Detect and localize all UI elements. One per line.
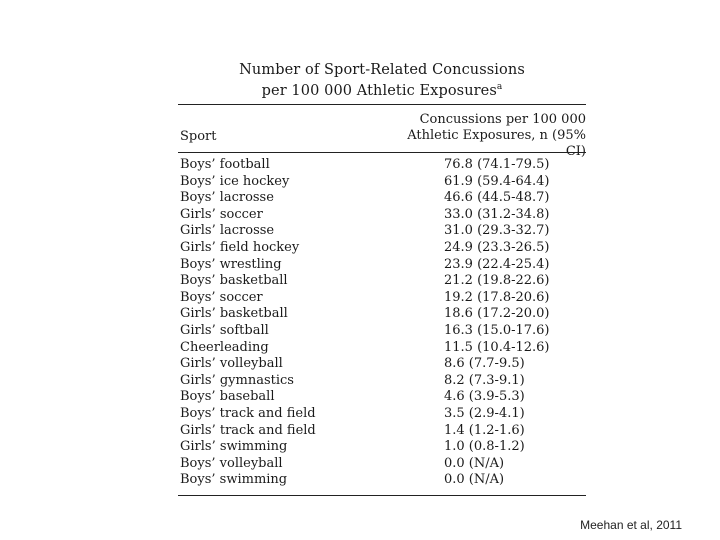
concussion-rate: 21.2 (19.8-22.6): [444, 273, 550, 289]
sport-name: Boys’ baseball: [180, 389, 275, 405]
table-row: [180, 240, 586, 257]
concussion-rate: 0.0 (N/A): [444, 455, 505, 471]
citation: Meehan et al, 2011: [580, 518, 682, 532]
table-title: [178, 62, 586, 100]
sport-name: Girls’ track and field: [180, 422, 316, 438]
column-header-sport: Sport: [180, 129, 217, 144]
table-row: [180, 456, 586, 473]
sport-name: Girls’ lacrosse: [180, 223, 275, 239]
concussion-rate: 3.5 (2.9-4.1): [444, 405, 525, 421]
table-title-line1: Number of Sport-Related Concussions: [239, 62, 525, 78]
table-row: [180, 373, 586, 390]
concussion-rate: 18.6 (17.2-20.0): [444, 306, 550, 322]
concussion-rate: 11.5 (10.4-12.6): [444, 339, 550, 355]
sport-name: Girls’ softball: [180, 322, 269, 338]
concussion-rate: 4.6 (3.9-5.3): [444, 389, 525, 405]
column-header-rate-line2: Athletic Exposures, n (95% CI): [407, 128, 586, 159]
concussion-rate: 31.0 (29.3-32.7): [444, 223, 550, 239]
concussion-rate: 8.2 (7.3-9.1): [444, 372, 525, 388]
table-row: [180, 472, 586, 489]
table-row: [180, 223, 586, 240]
sport-name: Girls’ gymnastics: [180, 372, 294, 388]
table-row: [180, 389, 586, 406]
table-row: [180, 174, 586, 191]
bottom-rule: [178, 495, 586, 496]
table-row: [180, 306, 586, 323]
table-body: [180, 157, 586, 489]
table-row: [180, 323, 586, 340]
concussion-rate: 0.0 (N/A): [444, 472, 505, 488]
top-rule: [178, 104, 586, 105]
sport-name: Girls’ basketball: [180, 306, 288, 322]
table-row: [180, 439, 586, 456]
table-title-line2: [178, 79, 586, 100]
sport-name: Boys’ lacrosse: [180, 190, 274, 206]
sport-name: Girls’ swimming: [180, 439, 288, 455]
table-row: [180, 423, 586, 440]
concussion-rate: 33.0 (31.2-34.8): [444, 206, 550, 222]
title-footnote-marker: a: [496, 82, 503, 92]
sport-name: Boys’ soccer: [180, 289, 263, 305]
concussion-rate: 1.0 (0.8-1.2): [444, 439, 525, 455]
sport-name: Boys’ track and field: [180, 405, 316, 421]
header-rule: [178, 152, 586, 153]
table-row: [180, 273, 586, 290]
table-row: [180, 157, 586, 174]
table-title-line2-text: per 100 000 Athletic Exposures: [261, 82, 497, 99]
column-header-rate-line1: Concussions per 100 000: [419, 112, 586, 127]
sport-name: Boys’ swimming: [180, 472, 288, 488]
sport-name: Cheerleading: [180, 339, 269, 355]
sport-name: Girls’ field hockey: [180, 239, 300, 255]
table-row: [180, 290, 586, 307]
table-row: [180, 190, 586, 207]
table-row: [180, 356, 586, 373]
concussion-rate: 8.6 (7.7-9.5): [444, 356, 525, 372]
sport-name: Boys’ football: [180, 157, 270, 172]
concussion-rate: 23.9 (22.4-25.4): [444, 256, 550, 272]
sport-name: Boys’ volleyball: [180, 455, 283, 471]
sport-name: Boys’ ice hockey: [180, 173, 290, 189]
table-row: [180, 340, 586, 357]
table-row: [180, 257, 586, 274]
sport-name: Girls’ volleyball: [180, 356, 283, 372]
concussion-rate: 61.9 (59.4-64.4): [444, 173, 550, 189]
sport-name: Girls’ soccer: [180, 206, 263, 222]
table-row: [180, 406, 586, 423]
sport-name: Boys’ wrestling: [180, 256, 282, 272]
concussion-rate: 16.3 (15.0-17.6): [444, 322, 550, 338]
concussion-rate: 46.6 (44.5-48.7): [444, 190, 550, 206]
concussion-rate: 24.9 (23.3-26.5): [444, 239, 550, 255]
concussion-rate: 76.8 (74.1-79.5): [444, 157, 550, 172]
table-row: [180, 207, 586, 224]
concussion-rate: 19.2 (17.8-20.6): [444, 289, 550, 305]
concussion-rate: 1.4 (1.2-1.6): [444, 422, 525, 438]
sport-name: Boys’ basketball: [180, 273, 288, 289]
